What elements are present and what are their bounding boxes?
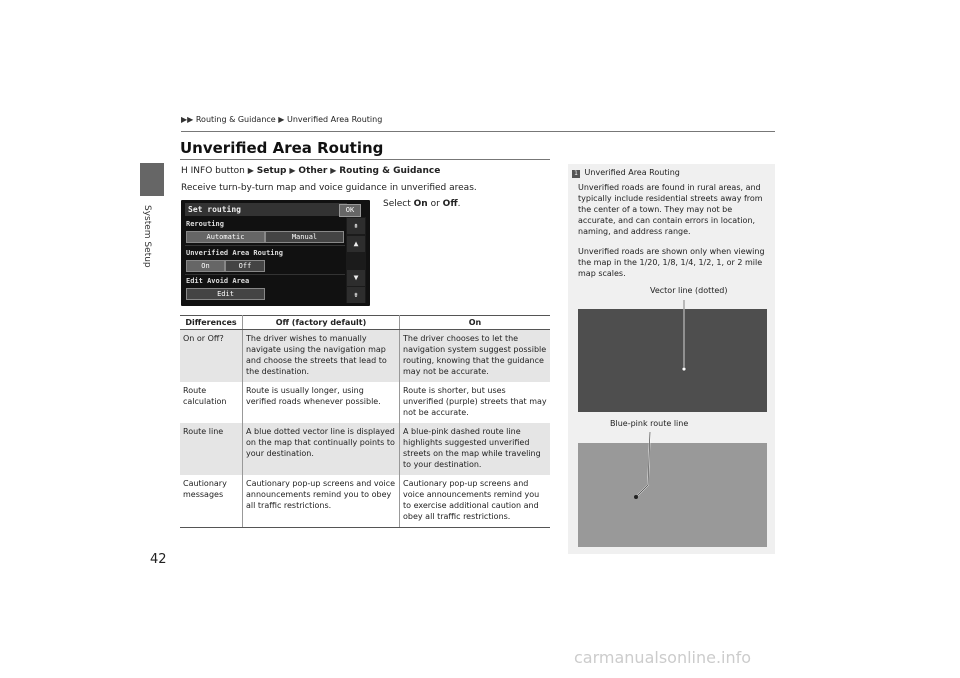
rerouting-automatic-button[interactable]: Automatic bbox=[186, 231, 265, 243]
route-callout-line bbox=[636, 432, 650, 497]
table-cell: Route is usually longer, using verified roads whenever possible. bbox=[243, 382, 400, 423]
table-cell: Route is shorter, but uses unverified (purple) streets that may not be accurate. bbox=[403, 386, 547, 417]
callout-lines bbox=[560, 290, 780, 510]
triangle-right-icon: ▶ bbox=[278, 115, 285, 124]
vector-callout-dot bbox=[682, 367, 686, 371]
table-cell: The driver wishes to manually navigate using the navigation map and choose the streets that lead to the destination. bbox=[243, 330, 400, 383]
table-row bbox=[180, 330, 550, 383]
breadcrumb-part-2: Unverified Area Routing bbox=[286, 115, 383, 124]
route-callout-line bbox=[636, 432, 650, 497]
watermark: carmanualsonline.info bbox=[574, 648, 752, 667]
vector-line-label: Vector line (dotted) bbox=[650, 286, 728, 295]
select-instruction: Select On or Off. bbox=[383, 199, 461, 209]
table-cell: Cautionary pop-up screens and voice announcements remind you to exercise additional caution and obey all traffic restrictions. bbox=[400, 475, 551, 528]
menu-path-step-2: Other bbox=[298, 166, 328, 176]
screen-divider bbox=[185, 245, 345, 246]
table-row bbox=[180, 475, 550, 528]
menu-path bbox=[181, 166, 440, 176]
menu-path-step-3: Routing & Guidance bbox=[339, 166, 441, 176]
triangle-right-icon: ▶ bbox=[330, 166, 337, 175]
unverified-off-button[interactable]: Off bbox=[225, 260, 265, 272]
table-cell: On or Off? bbox=[180, 330, 243, 383]
triangle-right-icon: ▶ bbox=[289, 166, 296, 175]
column-header: Off (factory default) bbox=[243, 316, 400, 330]
breadcrumb-part-1: Routing & Guidance bbox=[195, 115, 276, 124]
avoid-area-label: Edit Avoid Area bbox=[186, 277, 250, 285]
intro-text: Receive turn-by-turn map and voice guidance in unverified areas. bbox=[181, 183, 477, 193]
page-number: 42 bbox=[150, 552, 167, 567]
scroll-down-icon[interactable]: ▼ bbox=[347, 270, 365, 286]
header-rule bbox=[181, 131, 775, 132]
table-cell: A blue dotted vector line is displayed on the map that continually points to your destination. bbox=[243, 423, 400, 475]
menu-path-step-1: Setup bbox=[256, 166, 287, 176]
scroll-up-icon[interactable]: ▲ bbox=[347, 236, 365, 252]
route-line-label: Blue-pink route line bbox=[610, 419, 689, 428]
note-paragraph-2: Unverified roads are shown only when viewing the map in the 1/20, 1/8, 1/4, 1/2, 1, or 2 mile map scales. bbox=[578, 247, 765, 278]
note-number-icon: 1 bbox=[572, 170, 580, 178]
info-button-icon: H bbox=[181, 166, 188, 176]
table-row bbox=[180, 423, 550, 475]
page-title: Unverified Area Routing bbox=[180, 139, 384, 157]
page-down-icon[interactable]: ⇟ bbox=[347, 287, 365, 303]
menu-path-start: INFO button bbox=[190, 166, 245, 176]
note-title: 1 Unverified Area Routing bbox=[572, 168, 680, 178]
ok-button[interactable]: OK bbox=[339, 204, 361, 217]
rerouting-label: Rerouting bbox=[186, 220, 224, 228]
navigation-screen bbox=[181, 200, 370, 306]
rerouting-manual-button[interactable]: Manual bbox=[265, 231, 344, 243]
comparison-table bbox=[180, 315, 550, 528]
table-cell: Route calculation bbox=[180, 382, 243, 423]
edit-avoid-area-button[interactable]: Edit bbox=[186, 288, 265, 300]
screen-divider bbox=[185, 274, 345, 275]
unverified-on-button[interactable]: On bbox=[186, 260, 225, 272]
table-cell: Cautionary pop-up screens and voice announcements remind you to obey all traffic restrictions. bbox=[243, 475, 400, 528]
table-row bbox=[180, 382, 550, 423]
table-cell: Route line bbox=[180, 423, 243, 475]
triangle-right-icon: ▶ bbox=[247, 166, 254, 175]
screen-title: Set routing bbox=[185, 203, 347, 216]
unverified-label: Unverified Area Routing bbox=[186, 249, 283, 257]
section-label: System Setup bbox=[142, 205, 152, 268]
column-header: Differences bbox=[180, 316, 243, 330]
section-tab-marker bbox=[140, 163, 164, 196]
route-callout-dot bbox=[634, 495, 638, 499]
note-paragraph-1: Unverified roads are found in rural areas, and typically include residential streets away from the center of a town. They may not be accurate, and can contain errors in location, naming, and address range. bbox=[578, 183, 763, 236]
screen-scrollbar[interactable] bbox=[346, 217, 366, 303]
column-header: On bbox=[400, 316, 551, 330]
table-cell: Cautionary messages bbox=[180, 475, 243, 528]
table-cell: A blue-pink dashed route line highlights suggested unverified streets on the map while traveling to your destination. bbox=[400, 423, 551, 475]
title-rule bbox=[180, 159, 550, 160]
table-cell: The driver chooses to let the navigation system suggest possible routing, knowing that the guidance may not be accurate. bbox=[400, 330, 551, 383]
breadcrumb bbox=[181, 115, 382, 124]
table-header-row bbox=[180, 316, 550, 330]
page-up-icon[interactable]: ⇞ bbox=[347, 218, 365, 234]
triangle-right-icon: ▶▶ bbox=[181, 115, 194, 124]
